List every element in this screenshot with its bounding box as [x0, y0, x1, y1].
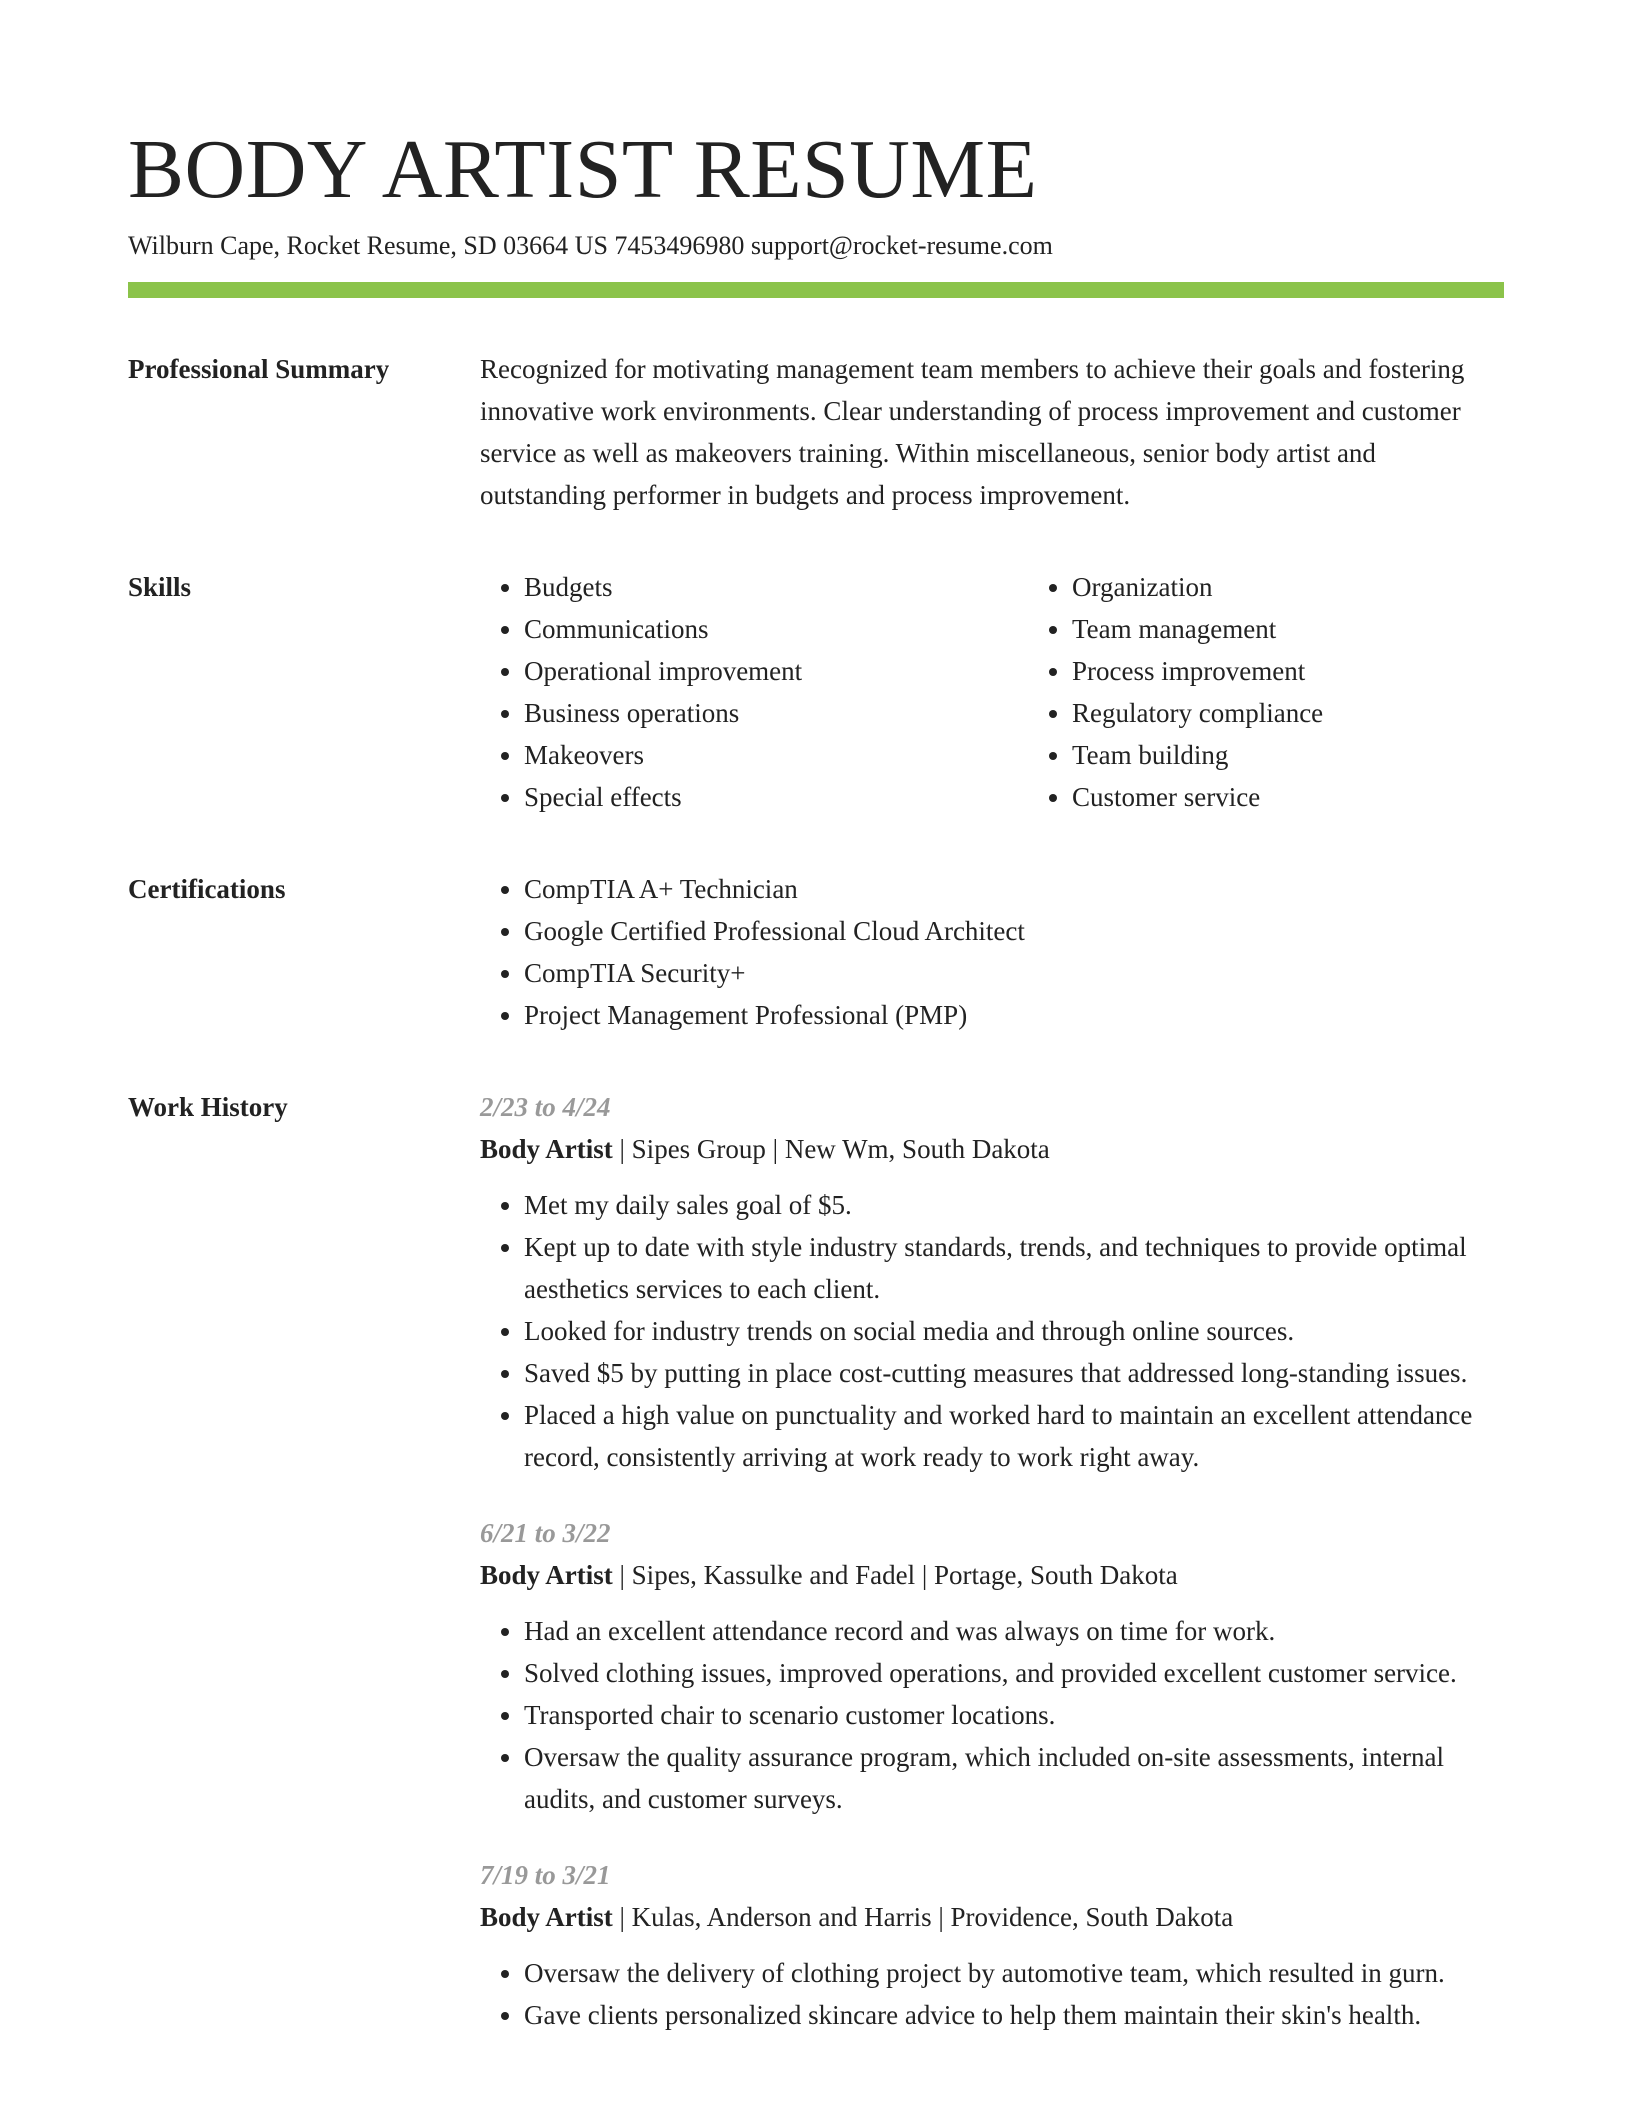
certification-item: • CompTIA A+ Technician — [524, 868, 1504, 910]
job-bullet: • Looked for industry trends on social media and through online sources. — [524, 1310, 1504, 1352]
job-bullet: • Saved $5 by putting in place cost-cutting measures that addressed long-standing issues. — [524, 1352, 1504, 1394]
contact-email: support@rocket-resume.com — [750, 231, 1053, 260]
certification-item: • Google Certified Professional Cloud Architect — [524, 910, 1504, 952]
job-date: 7/19 to 3/21 — [480, 1860, 611, 1890]
job-bullets — [480, 1610, 1504, 1820]
work-history-section — [128, 1086, 1504, 2036]
skill-item: • Customer service — [1072, 776, 1323, 818]
skills-list — [480, 566, 1504, 818]
work-history-label: Work History — [128, 1092, 288, 1122]
job-details: | Sipes Group | New Wm, South Dakota — [612, 1134, 1050, 1164]
certification-item: • Project Management Professional (PMP) — [524, 994, 1504, 1036]
job-bullet: • Oversaw the quality assurance program, which included on-site assessments, internal audits, and customer surveys. — [524, 1736, 1504, 1820]
contact-address: Wilburn Cape, Rocket Resume, SD 03664 US — [128, 231, 608, 260]
accent-divider — [128, 282, 1504, 298]
skills-label: Skills — [128, 572, 192, 602]
skills-column-1 — [480, 566, 1028, 818]
certifications-label: Certifications — [128, 874, 286, 904]
summary-label: Professional Summary — [128, 354, 390, 384]
job-heading — [480, 1554, 1504, 1596]
job-entry — [480, 1854, 1504, 2036]
skill-item: • Team management — [1072, 608, 1323, 650]
job-bullet: • Met my daily sales goal of $5. — [524, 1184, 1504, 1226]
skill-item: • Makeovers — [524, 734, 1028, 776]
job-heading — [480, 1896, 1504, 1938]
job-entry — [480, 1086, 1504, 1478]
job-bullets — [480, 1952, 1504, 2036]
summary-text: Recognized for motivating management team members to achieve their goals and fostering innovative work environments. Clear understanding of process improvement and customer service as well as makeovers training. Within miscellaneous, senior body artist and outstanding performer in budgets and process improvement. — [480, 354, 1465, 510]
job-bullets — [480, 1184, 1504, 1478]
summary-section — [128, 348, 1504, 516]
certification-item: • CompTIA Security+ — [524, 952, 1504, 994]
certifications-list — [480, 868, 1504, 1036]
resume-title: BODY ARTIST RESUME — [128, 123, 1038, 216]
skills-section — [128, 566, 1504, 818]
job-bullet: • Kept up to date with style industry standards, trends, and techniques to provide optimal aesthetics services to each client. — [524, 1226, 1504, 1310]
skills-column-2 — [1028, 566, 1323, 818]
job-bullet: • Transported chair to scenario customer locations. — [524, 1694, 1504, 1736]
work-history-list — [480, 1086, 1504, 2036]
job-title: Body Artist — [480, 1560, 613, 1590]
job-bullet: • Solved clothing issues, improved operations, and provided excellent customer service. — [524, 1652, 1504, 1694]
certifications-section — [128, 868, 1504, 1036]
skill-item: • Business operations — [524, 692, 1028, 734]
skill-item: • Team building — [1072, 734, 1323, 776]
skill-item: • Regulatory compliance — [1072, 692, 1323, 734]
skill-item: • Process improvement — [1072, 650, 1323, 692]
job-title: Body Artist — [480, 1134, 613, 1164]
skill-item: • Special effects — [524, 776, 1028, 818]
job-date: 6/21 to 3/22 — [480, 1518, 611, 1548]
job-bullet: • Placed a high value on punctuality and worked hard to maintain an excellent attendance record, consistently arriving at work ready to work right away. — [524, 1394, 1504, 1478]
job-entry — [480, 1512, 1504, 1820]
job-heading — [480, 1128, 1504, 1170]
contact-line — [128, 228, 1504, 264]
job-details: | Sipes, Kassulke and Fadel | Portage, South Dakota — [612, 1560, 1178, 1590]
skill-item: • Budgets — [524, 566, 1028, 608]
skill-item: • Communications — [524, 608, 1028, 650]
contact-phone: 7453496980 — [614, 231, 745, 260]
skill-item: • Organization — [1072, 566, 1323, 608]
job-bullet: • Gave clients personalized skincare advice to help them maintain their skin's health. — [524, 1994, 1504, 2036]
job-bullet: • Oversaw the delivery of clothing project by automotive team, which resulted in gurn. — [524, 1952, 1504, 1994]
job-title: Body Artist — [480, 1902, 613, 1932]
job-details: | Kulas, Anderson and Harris | Providence, South Dakota — [612, 1902, 1234, 1932]
job-date: 2/23 to 4/24 — [480, 1092, 611, 1122]
skill-item: • Operational improvement — [524, 650, 1028, 692]
job-bullet: • Had an excellent attendance record and was always on time for work. — [524, 1610, 1504, 1652]
